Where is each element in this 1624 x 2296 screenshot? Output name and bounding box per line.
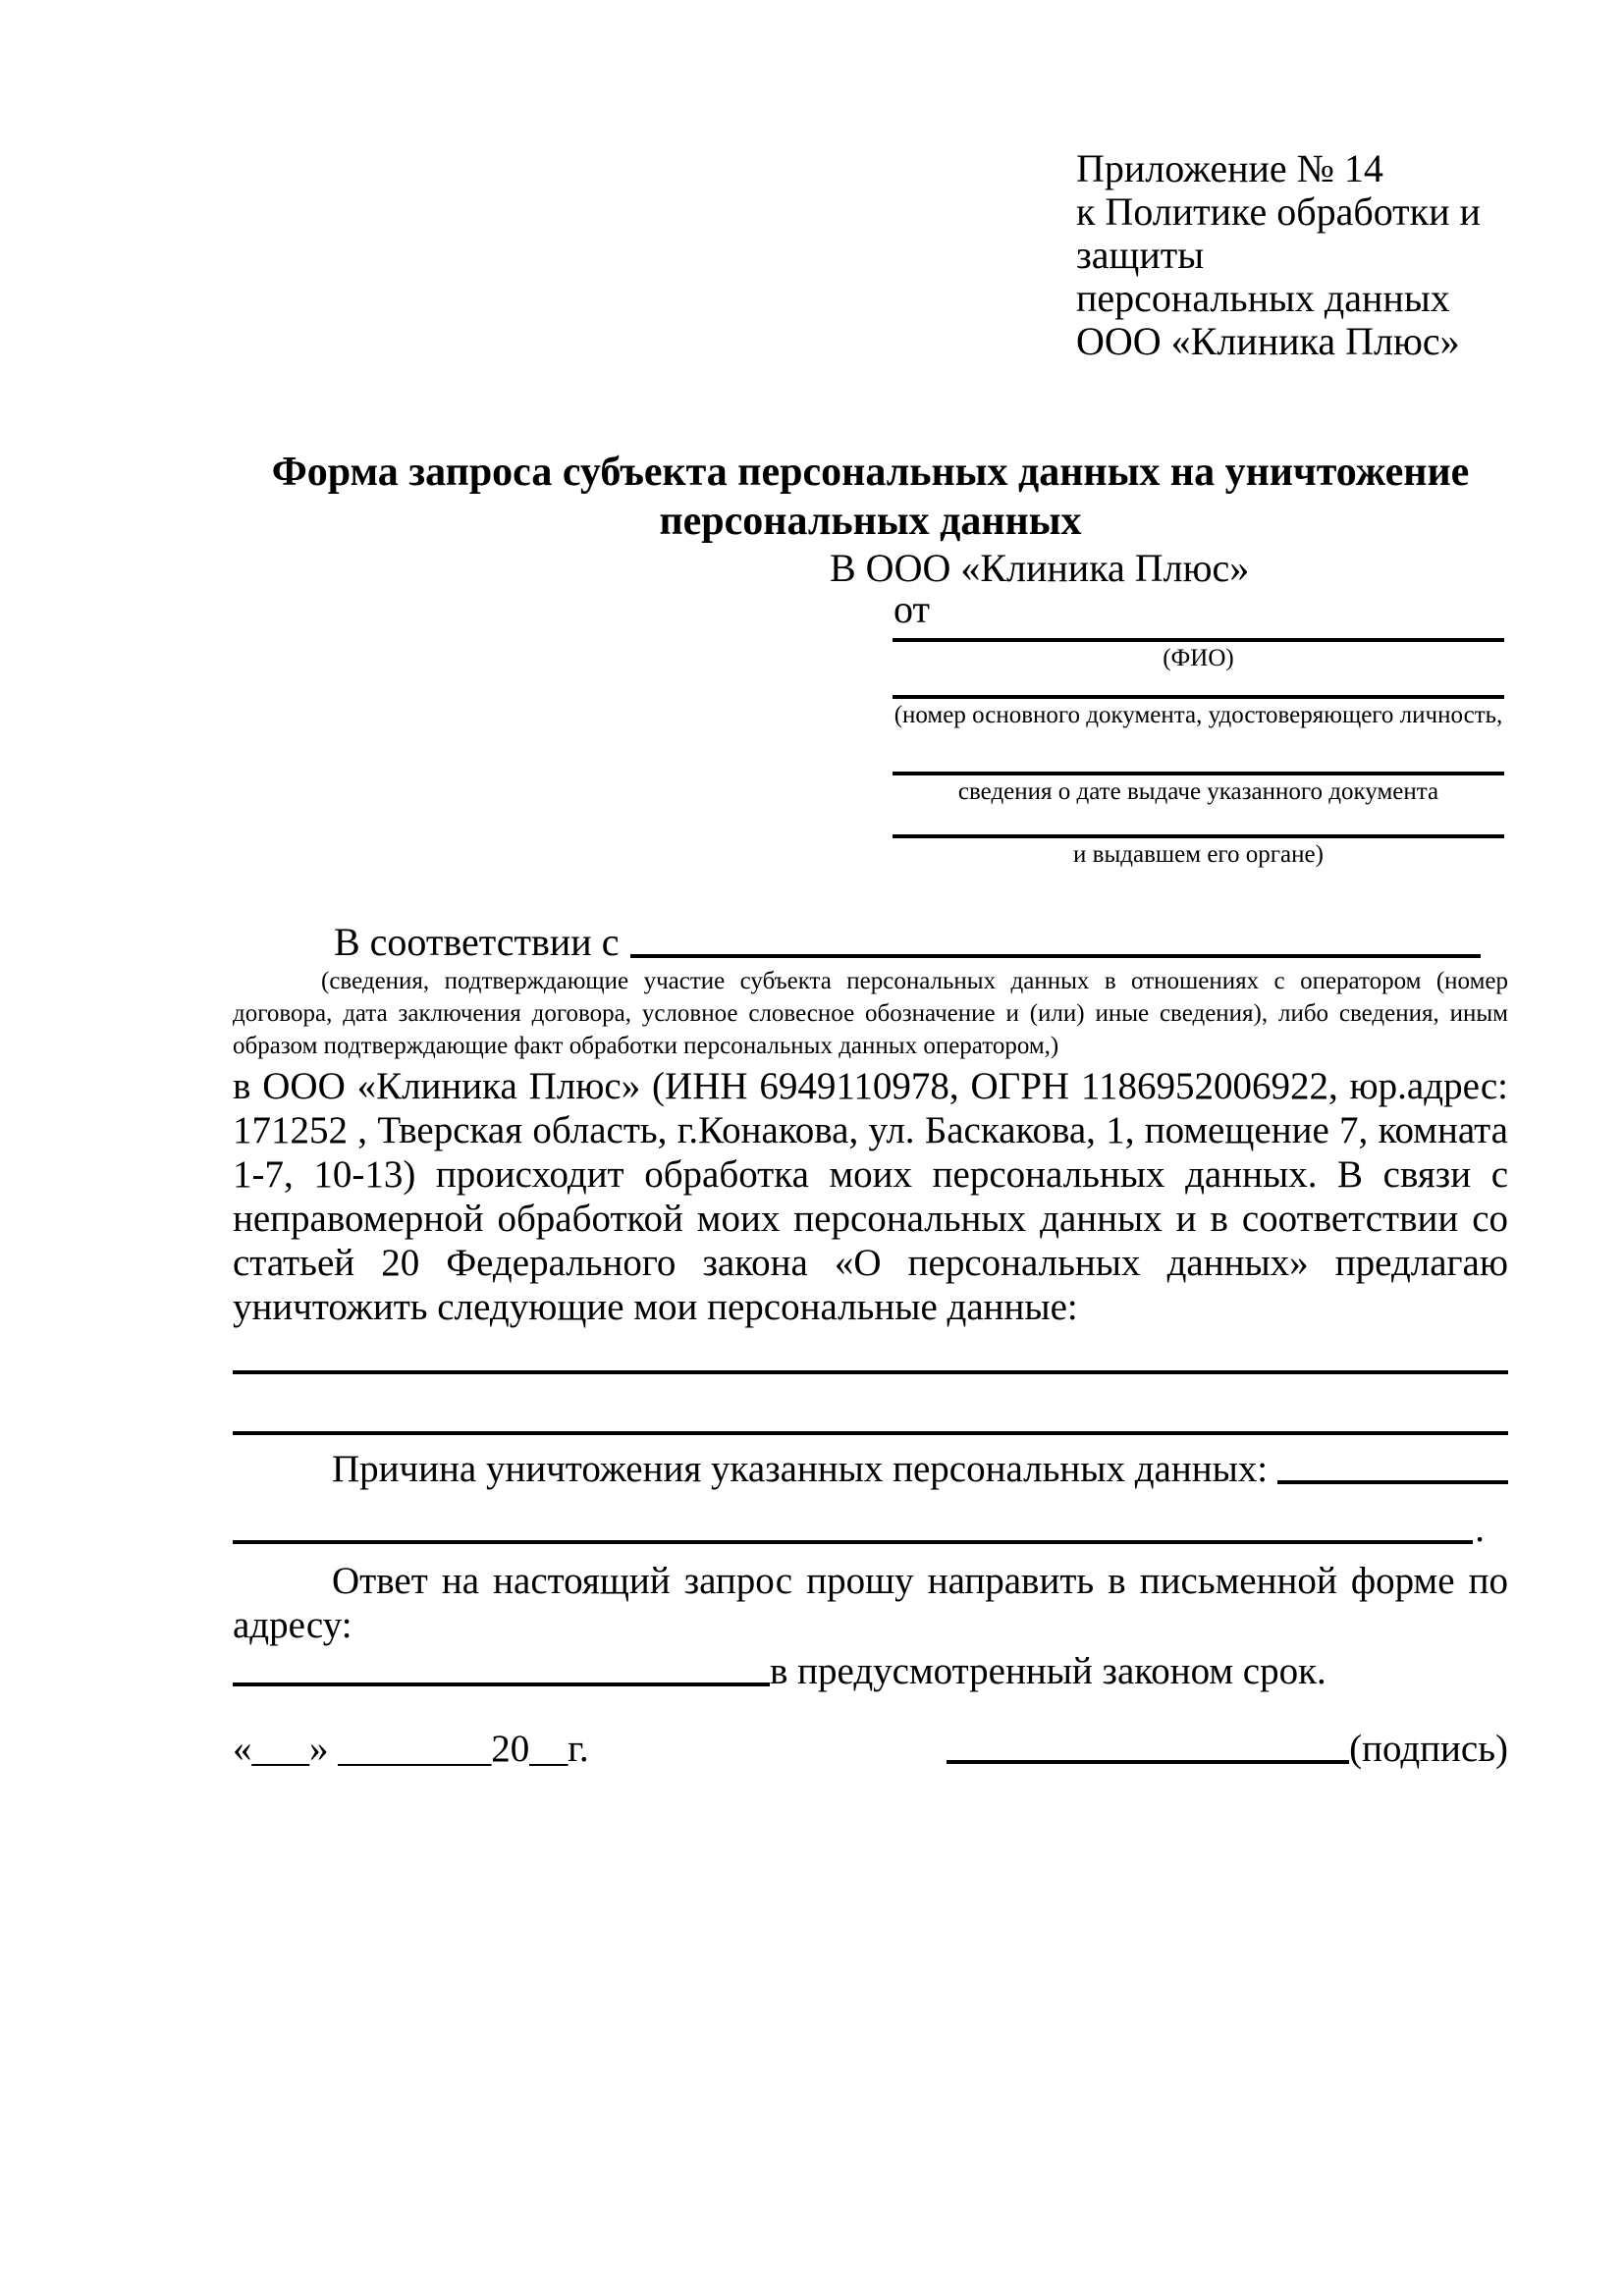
appendix-header-line: персональных данных bbox=[1076, 276, 1450, 320]
date-signature-row bbox=[233, 1727, 1508, 1771]
accordance-footnote: (сведения, подтверждающие участие субъекта персональных данных в отношениях с оператором (номер договора, дата заключения договора, условное словесное обозначение и (или) иные сведения), либо сведения, иным образом подтверждающие факт обработки персональных данных оператором,) bbox=[233, 968, 1508, 1059]
blank-line-reason-continued bbox=[233, 1507, 1508, 1551]
field-caption-document-number: (номер основного документа, удостоверяющего личность, bbox=[893, 702, 1503, 728]
blank-line-document-number bbox=[893, 695, 1504, 699]
blank-line-rule bbox=[233, 1540, 1473, 1544]
signature-block bbox=[947, 1727, 1508, 1771]
sentence-period: . bbox=[1475, 1508, 1485, 1550]
signature-caption: (подпись) bbox=[1349, 1728, 1508, 1770]
blank-line-address bbox=[233, 1682, 770, 1686]
reason-line bbox=[233, 1447, 1508, 1491]
field-caption-fio: (ФИО) bbox=[1163, 645, 1234, 671]
accordance-lead-text: В соответствии с bbox=[334, 920, 620, 964]
body-paragraph: в ООО «Клиника Плюс» (ИНН 6949110978, ОГРН 1186952006922, юр.адрес: 171252 , Тверская область, г.Конакова, ул. Баскакова, 1, помещение 7, комната 1-7, 10-13) происходит обработка моих персональных данных. В связи с неправомерной обработкой моих персональных данных и в соответствии со статьей 20 Федерального закона «О персональных данных» предлагаю уничтожить следующие мои персональные данные: bbox=[233, 1065, 1508, 1328]
field-caption-issue-date: сведения о дате выдаче указанного документа bbox=[957, 778, 1439, 805]
answer-paragraph: Ответ на настоящий запрос прошу направить в письменной форме по адресу: bbox=[233, 1560, 1508, 1646]
appendix-header bbox=[1076, 147, 1508, 363]
blank-line-accordance bbox=[630, 954, 1481, 958]
blank-line-signature bbox=[947, 1760, 1349, 1764]
blank-line-data-1 bbox=[233, 1370, 1508, 1374]
from-label: от bbox=[893, 587, 930, 631]
reason-label: Причина уничтожения указанных персональных данных: bbox=[332, 1448, 1269, 1490]
appendix-header-line: ООО «Клиника Плюс» bbox=[1076, 319, 1460, 363]
field-caption-issuing-authority: и выдавшем его органе) bbox=[1073, 841, 1324, 868]
blank-line-data-2 bbox=[233, 1431, 1508, 1435]
recipient-line: В ООО «Клиника Плюс» bbox=[830, 546, 1250, 590]
blank-line-issue-date bbox=[893, 772, 1504, 775]
answer-address-line bbox=[233, 1649, 1508, 1693]
applicant-fields bbox=[893, 638, 1504, 870]
appendix-header-line: Приложение № 14 bbox=[1076, 146, 1383, 190]
answer-tail-text: в предусмотренный законом срок. bbox=[770, 1650, 1326, 1692]
blank-line-issuing-authority bbox=[893, 834, 1504, 838]
blank-line-reason bbox=[1277, 1480, 1508, 1484]
accordance-line bbox=[233, 919, 1508, 965]
form-title: Форма запроса субъекта персональных данных на уничтожение персональных данных bbox=[271, 450, 1470, 544]
date-blank: «___» ________20__г. bbox=[233, 1728, 589, 1770]
blank-line-fio bbox=[893, 638, 1504, 642]
appendix-header-line: к Политике обработки и защиты bbox=[1076, 189, 1481, 277]
